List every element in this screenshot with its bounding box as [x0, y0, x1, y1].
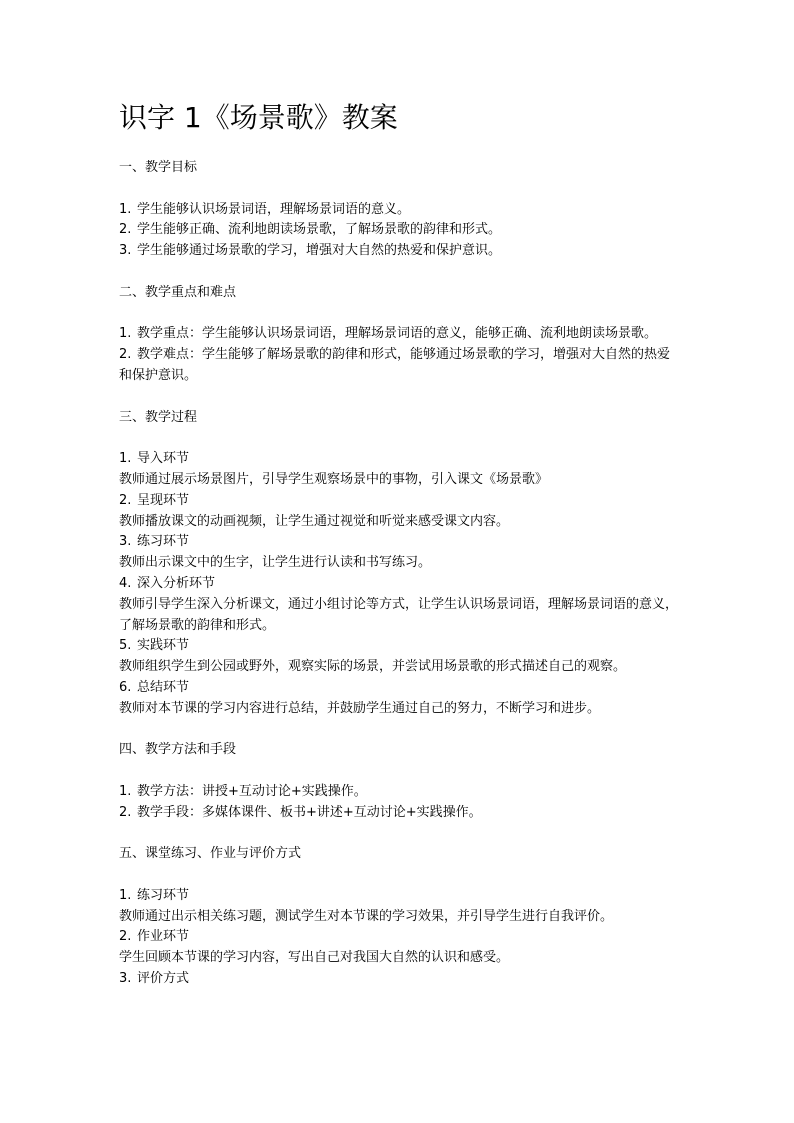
- item-text: 作业环节: [137, 929, 190, 945]
- list-item: [119, 241, 679, 262]
- item-text: 学生能够认识场景词语，理解场景词语的意义。: [137, 201, 411, 217]
- item-text: 深入分析环节: [137, 575, 216, 591]
- list-item-body: 教师组织学生到公园或野外，观察实际的场景，并尝试用场景歌的形式描述自己的观察。: [119, 659, 627, 675]
- section-key-points: [119, 283, 679, 408]
- item-text: 导入环节: [137, 451, 190, 467]
- item-text: 练习环节: [137, 534, 190, 550]
- item-number: 2.: [119, 804, 132, 820]
- document-title: 识字 1《场景歌》教案: [119, 101, 398, 134]
- item-text: 学生能够正确、流利地朗读场景歌，了解场景歌的韵律和形式。: [137, 222, 502, 238]
- list-item: [119, 345, 679, 387]
- item-text: 教学难点：学生能够了解场景歌的韵律和形式，能够通过场景歌的学习，增强对大自然的热爱和保护意识。: [119, 347, 671, 383]
- section-heading: 一、教学目标: [119, 160, 198, 175]
- list-item-body: 教师通过出示相关练习题，测试学生对本节课的学习效果，并引导学生进行自我评价。: [119, 908, 614, 924]
- item-number: 3.: [119, 971, 132, 987]
- section-heading: 三、教学过程: [119, 409, 198, 425]
- item-text: 呈现环节: [137, 492, 190, 508]
- item-number: 5.: [119, 638, 132, 654]
- item-number: 2.: [119, 492, 132, 508]
- list-item-body: 教师引导学生深入分析课文，通过小组讨论等方式，让学生认识场景词语，理解场景词语的意义，了解场景歌的韵律和形式。: [119, 596, 679, 633]
- item-number: 1.: [119, 326, 132, 342]
- item-number: 1.: [119, 201, 132, 217]
- section-heading: 二、教学重点和难点: [119, 284, 237, 300]
- section-heading: 四、教学方法和手段: [119, 742, 237, 758]
- item-text: 练习环节: [137, 887, 190, 903]
- item-number: 2.: [119, 347, 132, 363]
- item-number: 1.: [119, 451, 132, 467]
- list-item: [119, 782, 679, 803]
- item-number: 2.: [119, 929, 132, 945]
- item-text: 教学方法：讲授+互动讨论+实践操作。: [137, 783, 367, 799]
- item-number: 1.: [119, 887, 132, 903]
- section-teaching-process: [119, 408, 679, 741]
- item-text: 教学手段：多媒体课件、板书+讲述+互动讨论+实践操作。: [137, 804, 482, 820]
- list-item: [119, 532, 679, 553]
- list-item: [119, 574, 679, 595]
- list-item-body: 教师播放课文的动画视频，让学生通过视觉和听觉来感受课文内容。: [119, 513, 510, 529]
- section-heading: 五、课堂练习、作业与评价方式: [119, 846, 302, 862]
- item-number: 1.: [119, 783, 132, 799]
- list-item-body: 学生回顾本节课的学习内容，写出自己对我国大自然的认识和感受。: [119, 950, 510, 966]
- list-item: [119, 678, 679, 699]
- item-text: 总结环节: [137, 679, 190, 695]
- list-item: [119, 927, 679, 948]
- item-number: 3.: [119, 243, 132, 259]
- list-item: [119, 220, 679, 241]
- item-number: 6.: [119, 679, 132, 695]
- list-item: [119, 636, 679, 657]
- item-text: 学生能够通过场景歌的学习，增强对大自然的热爱和保护意识。: [137, 243, 502, 259]
- list-item: [119, 491, 679, 512]
- item-number: 3.: [119, 534, 132, 550]
- section-methods: [119, 740, 679, 844]
- list-item: [119, 200, 679, 221]
- item-text: 教学重点：学生能够认识场景词语，理解场景词语的意义，能够正确、流利地朗读场景歌。: [137, 326, 658, 342]
- list-item-body: 教师出示课文中的生字，让学生进行认读和书写练习。: [119, 555, 432, 571]
- list-item-body: 教师对本节课的学习内容进行总结，并鼓励学生通过自己的努力，不断学习和进步。: [119, 700, 601, 716]
- document-body: [119, 158, 679, 990]
- item-number: 4.: [119, 575, 132, 591]
- list-item: [119, 886, 679, 907]
- list-item: [119, 449, 679, 470]
- list-item: [119, 803, 679, 824]
- item-text: 评价方式: [137, 971, 190, 987]
- section-exercises: [119, 844, 679, 990]
- list-item: [119, 324, 679, 345]
- list-item-body: 教师通过展示场景图片，引导学生观察场景中的事物，引入课文《场景歌》: [119, 471, 549, 487]
- item-text: 实践环节: [137, 638, 190, 654]
- list-item: [119, 969, 679, 990]
- item-number: 2.: [119, 222, 132, 238]
- section-teaching-objectives: [119, 158, 679, 283]
